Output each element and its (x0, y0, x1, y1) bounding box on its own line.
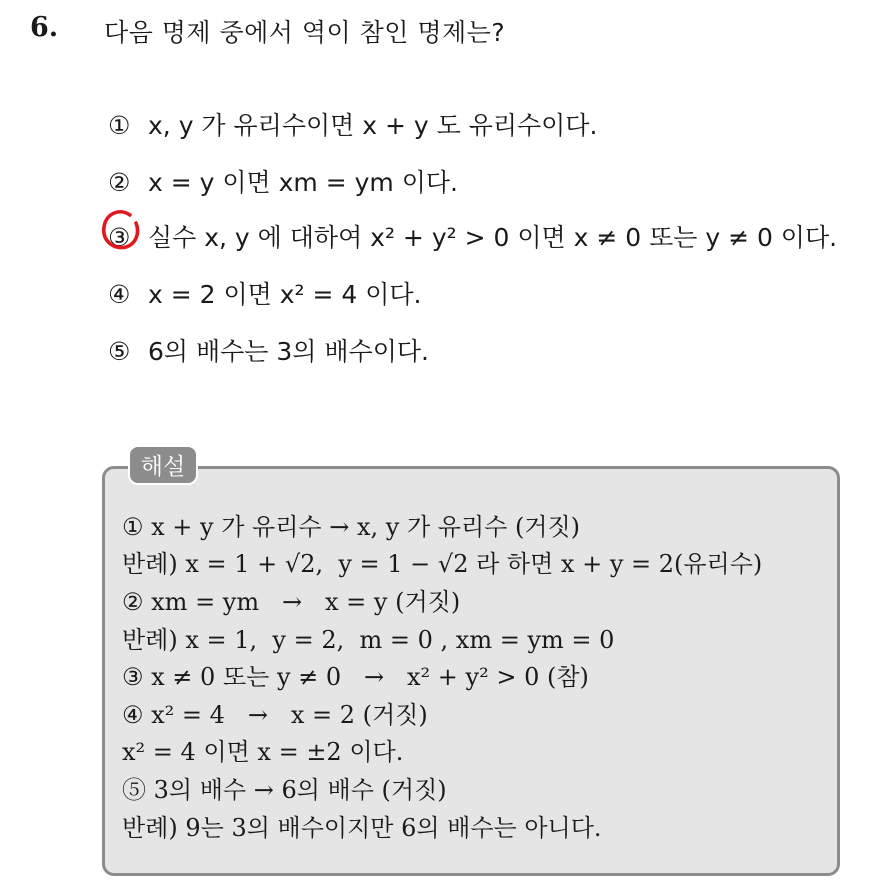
choice-text: x = y 이면 xm = ym 이다. (148, 168, 458, 197)
explanation-line: ④ x² = 4 → x = 2 (거짓) (122, 701, 428, 729)
choice-1[interactable] (108, 106, 597, 142)
question-number: 6. (30, 12, 59, 43)
choice-5[interactable] (108, 332, 429, 368)
choice-number: ② (108, 168, 131, 197)
choice-4[interactable] (108, 275, 422, 311)
explanation-line: 반례) x = 1, y = 2, m = 0 , xm = ym = 0 (122, 626, 615, 654)
explanation-line: ① x + y 가 유리수 → x, y 가 유리수 (거짓) (122, 513, 581, 541)
choice-number: ③ (108, 223, 131, 252)
explanation-line: x² = 4 이면 x = ±2 이다. (122, 738, 404, 766)
explanation-line: ⑤ 3의 배수 → 6의 배수 (거짓) (122, 776, 447, 804)
choice-number: ④ (108, 280, 131, 309)
choice-text: 실수 x, y 에 대하여 x² + y² > 0 이면 x ≠ 0 또는 y ≠ 0 이다. (148, 223, 838, 252)
explanation-label: 해설 (128, 445, 198, 485)
choice-2[interactable] (108, 163, 458, 199)
choice-text: x, y 가 유리수이면 x + y 도 유리수이다. (148, 111, 598, 140)
question-text: 다음 명제 중에서 역이 참인 명제는? (104, 18, 506, 47)
choice-text: 6의 배수는 3의 배수이다. (148, 337, 429, 366)
choice-number: ⑤ (108, 337, 131, 366)
choice-3[interactable] (108, 218, 837, 254)
explanation-line: 반례) x = 1 + √2, y = 1 − √2 라 하면 x + y = 2(유리수) (122, 550, 763, 578)
choice-number: ① (108, 111, 131, 140)
explanation-line: ③ x ≠ 0 또는 y ≠ 0 → x² + y² > 0 (참) (122, 663, 589, 691)
answer-circle-mark-icon (100, 207, 142, 253)
explanation-line: ② xm = ym → x = y (거짓) (122, 588, 461, 616)
explanation-line: 반례) 9는 3의 배수이지만 6의 배수는 아니다. (122, 814, 602, 842)
choice-text: x = 2 이면 x² = 4 이다. (148, 280, 422, 309)
